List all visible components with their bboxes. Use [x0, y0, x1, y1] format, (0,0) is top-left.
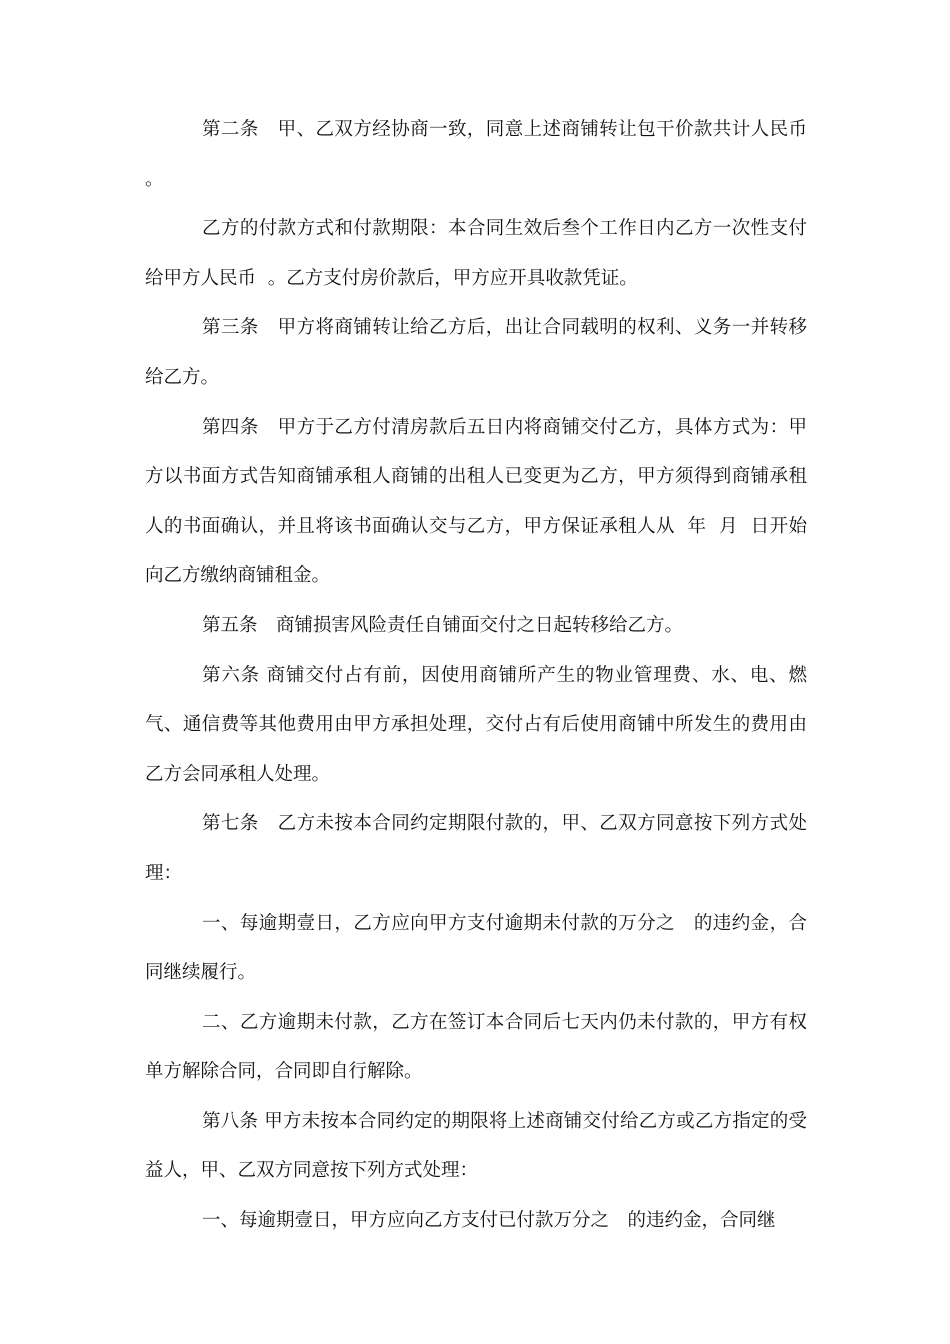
paragraph-article-2: 第二条 甲、乙双方经协商一致，同意上述商铺转让包干价款共计人民币 。	[145, 119, 819, 190]
paragraph-article-7-item-1: 一、每逾期壹日，乙方应向甲方支付逾期未付款的万分之 的违约金，合同继续履行。	[145, 912, 807, 984]
paragraph-article-7-item-2: 二、乙方逾期未付款，乙方在签订本合同后七天内仍未付款的，甲方有权单方解除合同，合同即自行解除。	[145, 1011, 807, 1083]
document-body	[145, 105, 819, 1246]
paragraph-payment-terms: 乙方的付款方式和付款期限：本合同生效后叁个工作日内乙方一次性支付给甲方人民币 。乙方支付房价款后，甲方应开具收款凭证。	[145, 218, 807, 289]
paragraph-article-5: 第五条 商铺损害风险责任自铺面交付之日起转移给乙方。	[202, 614, 684, 636]
paragraph-article-4: 第四条 甲方于乙方付清房款后五日内将商铺交付乙方，具体方式为：甲方以书面方式告知商铺承租人商铺的出租人已变更为乙方，甲方须得到商铺承租人的书面确认，并且将该书面确认交与乙方，甲方保证承租人从 年 月 日开始向乙方缴纳商铺租金。	[145, 416, 807, 587]
paragraph-article-3: 第三条 甲方将商铺转让给乙方后，出让合同载明的权利、义务一并转移给乙方。	[145, 317, 807, 388]
paragraph-article-8: 第八条 甲方未按本合同约定的期限将上述商铺交付给乙方或乙方指定的受益人，甲、乙双方同意按下列方式处理：	[145, 1110, 807, 1182]
paragraph-article-6: 第六条 商铺交付占有前，因使用商铺所产生的物业管理费、水、电、燃气、通信费等其他费用由甲方承担处理，交付占有后使用商铺中所发生的费用由乙方会同承租人处理。	[145, 664, 807, 785]
paragraph-article-7: 第七条 乙方未按本合同约定期限付款的，甲、乙双方同意按下列方式处理：	[145, 813, 807, 884]
paragraph-article-8-item-1: 一、每逾期壹日，甲方应向乙方支付已付款万分之 的违约金，合同继	[202, 1210, 776, 1232]
